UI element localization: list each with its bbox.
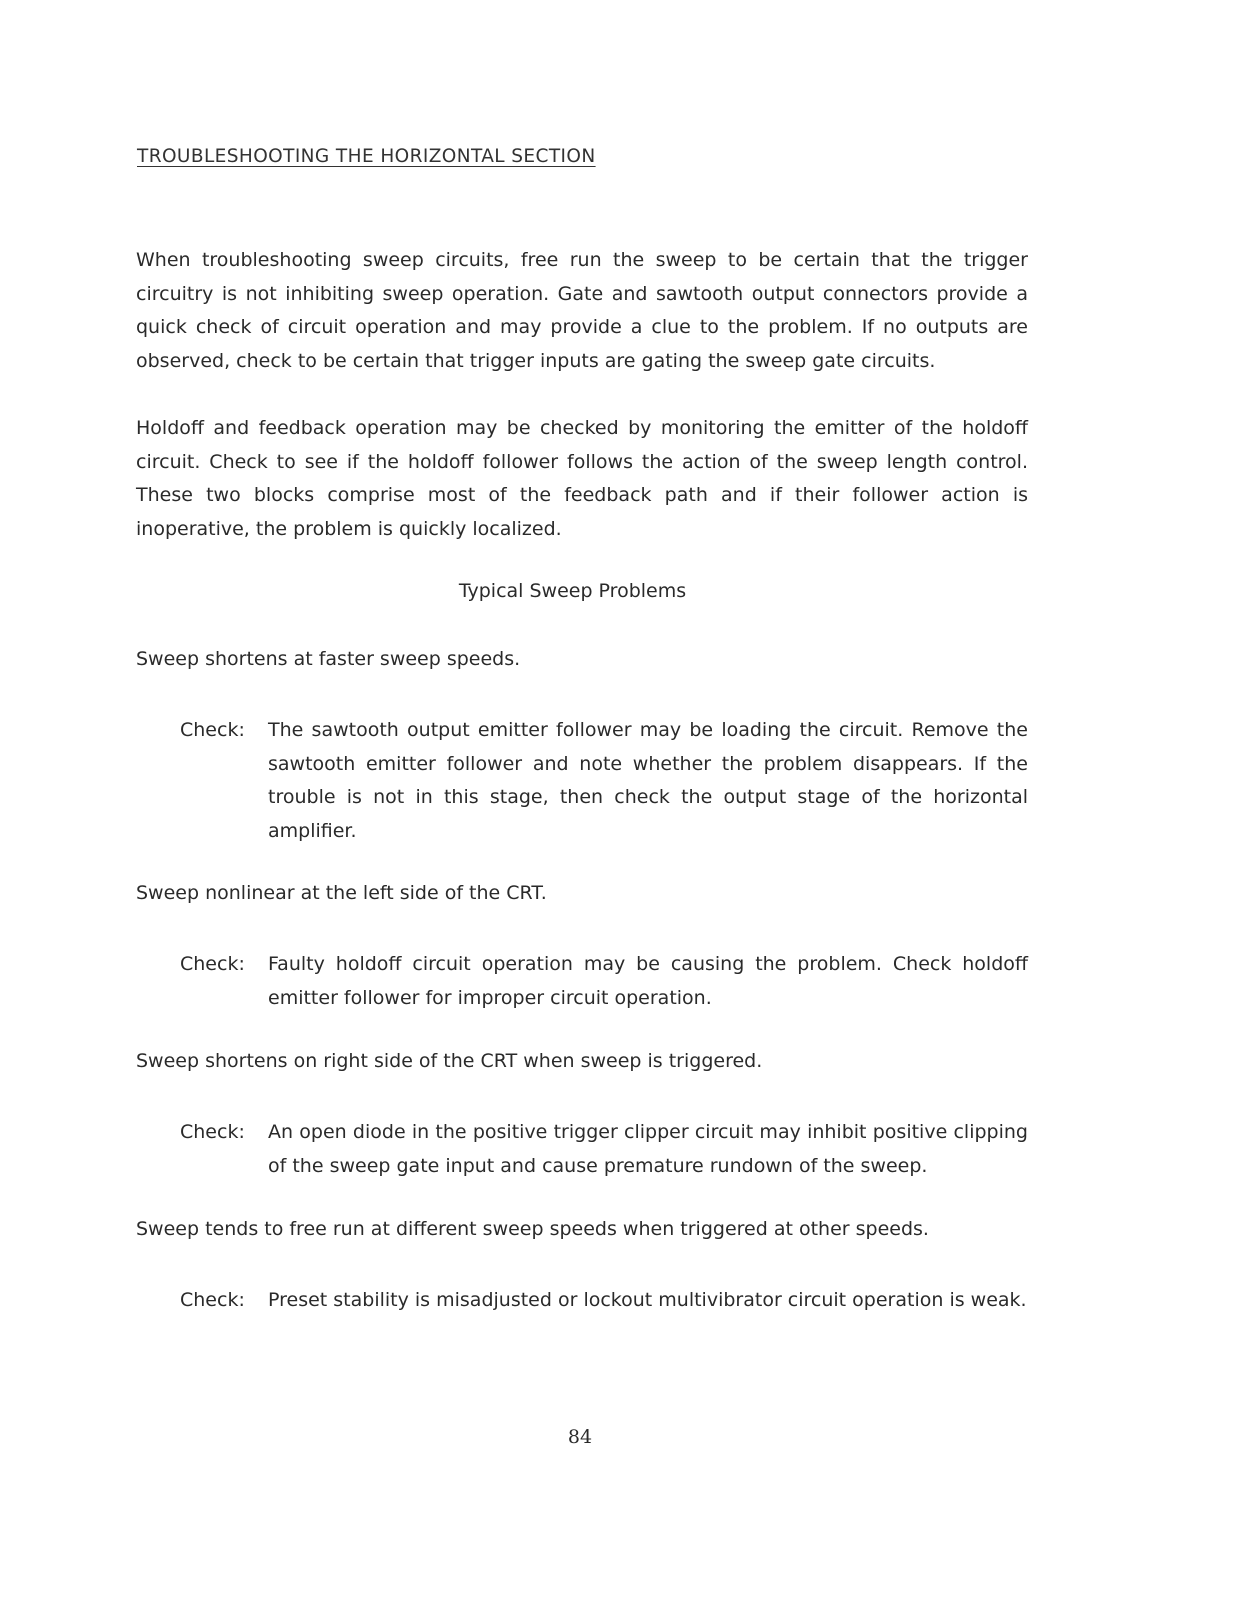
section-heading: TROUBLESHOOTING THE HORIZONTAL SECTION: [137, 146, 596, 167]
check-item: [180, 948, 1028, 1015]
check-label: Check:: [180, 953, 245, 975]
holdoff-paragraph: Holdoff and feedback operation may be checked by monitoring the emitter of the holdoff circuit. Check to see if the holdoff follower follows the action of the sweep length control. These two blocks comprise most of the feedback path and if their follower action is inoperative, the problem is quickly localized.: [136, 417, 1028, 541]
check-text: An open diode in the positive trigger clipper circuit may inhibit positive clipping of the sweep gate input and cause premature rundown of the sweep.: [268, 1121, 1028, 1177]
check-label: Check:: [180, 719, 245, 741]
page-number: 84: [567, 1426, 593, 1448]
subheading: Typical Sweep Problems: [458, 580, 687, 602]
intro-paragraph: When troubleshooting sweep circuits, free run the sweep to be certain that the trigger circuitry is not inhibiting sweep operation. Gate and sawtooth output connectors provide a quick check of circuit operation and may provide a clue to the problem. If no outputs are observed, check to be certain that trigger inputs are gating the sweep gate circuits.: [136, 249, 1028, 373]
check-label: Check:: [180, 1289, 245, 1311]
problem-statement: Sweep shortens at faster sweep speeds.: [136, 648, 521, 670]
check-text: Faulty holdoff circuit operation may be causing the problem. Check holdoff emitter follower for improper circuit operation.: [268, 953, 1028, 1009]
check-text: The sawtooth output emitter follower may be loading the circuit. Remove the sawtooth emitter follower and note whether the problem disappears. If the trouble is not in this stage, then check the output stage of the horizontal amplifier.: [268, 719, 1028, 843]
check-text: Preset stability is misadjusted or lockout multivibrator circuit operation is weak.: [268, 1289, 1027, 1311]
problem-statement: Sweep shortens on right side of the CRT when sweep is triggered.: [136, 1050, 763, 1072]
check-item: [180, 1284, 1028, 1318]
check-item: [180, 1116, 1028, 1183]
check-label: Check:: [180, 1121, 245, 1143]
check-item: [180, 714, 1028, 849]
problem-statement: Sweep tends to free run at different sweep speeds when triggered at other speeds.: [136, 1218, 929, 1240]
problem-statement: Sweep nonlinear at the left side of the CRT.: [136, 882, 547, 904]
